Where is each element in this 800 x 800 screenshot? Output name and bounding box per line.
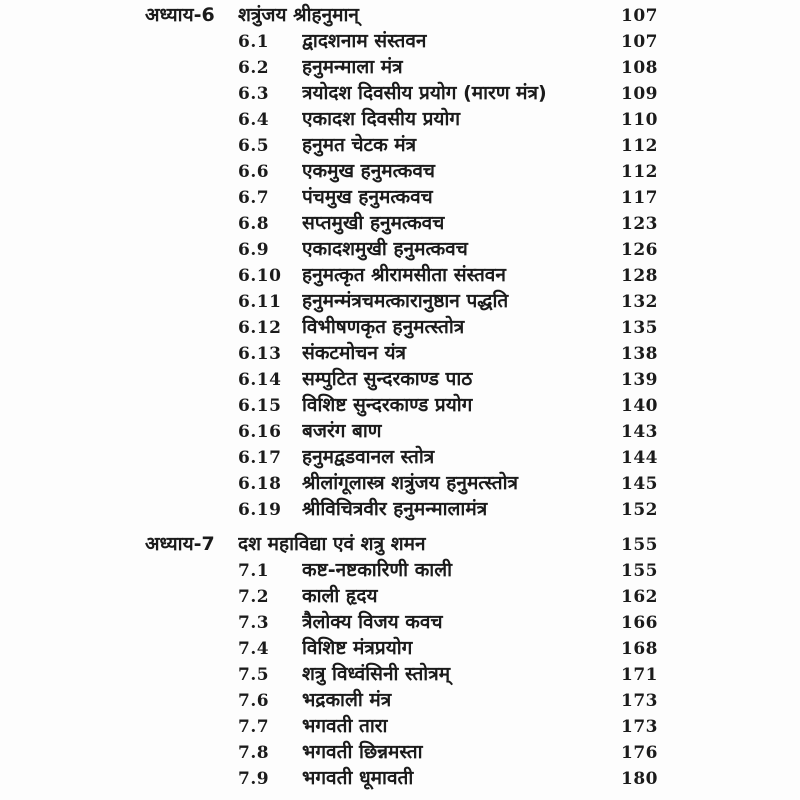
section-number: 6.1 [238,32,270,52]
toc-section-row [145,314,658,340]
page-number: 168 [621,639,658,659]
toc-section-row [145,106,658,132]
toc-section-row [145,288,658,314]
page-number: 112 [621,162,658,182]
chapter-label: अध्याय-7 [145,533,215,555]
toc-section-row [145,158,658,184]
section-number: 6.17 [238,448,282,468]
section-number: 6.15 [238,396,282,416]
section-number: 6.13 [238,344,282,364]
section-number: 7.8 [238,743,270,763]
toc-chapter-row [145,2,658,28]
toc-section-row [145,28,658,54]
section-number: 6.10 [238,266,282,286]
section-title: श्रीविचित्रवीर हनुमन्मालामंत्र [302,498,488,520]
section-title: त्रैलोक्य विजय कवच [302,611,443,633]
page-number: 108 [621,58,658,78]
page-number: 144 [621,448,658,468]
section-number: 6.9 [238,240,270,260]
section-title: हनुमन्मंत्रचमत्कारानुष्ठान पद्धति [302,290,509,312]
section-number: 7.3 [238,613,270,633]
section-title: पंचमुख हनुमत्कवच [302,186,433,208]
section-number: 6.3 [238,84,270,104]
section-number: 6.19 [238,500,282,520]
toc-section-row [145,661,658,687]
page-number: 180 [621,769,658,789]
page-number: 155 [621,561,658,581]
toc-section-row [145,210,658,236]
section-title: सम्पुटित सुन्दरकाण्ड पाठ [302,368,473,390]
chapter-title: दश महाविद्या एवं शत्रु शमन [238,533,426,555]
page-number: 126 [621,240,658,260]
page-number: 176 [621,743,658,763]
page-number: 145 [621,474,658,494]
section-title: हनुमन्माला मंत्र [302,56,403,78]
page-number: 139 [621,370,658,390]
section-title: भगवती छिन्नमस्ता [302,741,423,763]
section-title: सप्तमुखी हनुमत्कवच [302,212,445,234]
section-number: 6.4 [238,110,270,130]
section-title: एकादश दिवसीय प्रयोग [302,108,461,130]
chapter-label: अध्याय-6 [145,4,215,26]
section-number: 6.18 [238,474,282,494]
toc-section-row [145,583,658,609]
page-number: 166 [621,613,658,633]
toc-section-row [145,444,658,470]
section-number: 6.5 [238,136,270,156]
section-number: 6.8 [238,214,270,234]
page-number: 155 [621,535,658,555]
toc-section-row [145,418,658,444]
page-number: 143 [621,422,658,442]
section-number: 6.7 [238,188,270,208]
toc-section-row [145,470,658,496]
section-number: 7.1 [238,561,270,581]
section-title: भगवती तारा [302,715,388,737]
section-title: एकादशमुखी हनुमत्कवच [302,238,468,260]
page-number: 132 [621,292,658,312]
section-title: एकमुख हनुमत्कवच [302,160,435,182]
page-number: 135 [621,318,658,338]
section-title: हनुमत चेटक मंत्र [302,134,417,156]
page-number: 123 [621,214,658,234]
toc-list [145,2,658,791]
page-number: 107 [621,6,658,26]
toc-section-row [145,557,658,583]
page-number: 173 [621,691,658,711]
section-title: बजरंग बाण [302,420,382,442]
section-title: संकटमोचन यंत्र [302,342,407,364]
toc-section-row [145,635,658,661]
section-number: 7.7 [238,717,270,737]
section-number: 7.2 [238,587,270,607]
toc-section-row [145,132,658,158]
toc-section-row [145,765,658,791]
section-title: शत्रु विध्वंसिनी स्तोत्रम् [302,663,451,685]
section-number: 7.6 [238,691,270,711]
toc-chapter-row [145,531,658,557]
section-title: हनुमद्वडवानल स्तोत्र [302,446,435,468]
toc-section-row [145,54,658,80]
page-number: 171 [621,665,658,685]
section-title: श्रीलांगूलास्त्र शत्रुंजय हनुमत्स्तोत्र [302,472,519,494]
toc-section-row [145,262,658,288]
toc-section-row [145,366,658,392]
section-number: 6.16 [238,422,282,442]
section-title: विभीषणकृत हनुमत्स्तोत्र [302,316,465,338]
chapter-title: शत्रुंजय श्रीहनुमान् [238,4,359,26]
section-number: 6.11 [238,292,282,312]
section-title: काली हृदय [302,585,378,607]
toc-section-row [145,713,658,739]
section-title: द्वादशनाम संस्तवन [302,30,427,52]
page-number: 128 [621,266,658,286]
page-number: 117 [621,188,658,208]
section-title: भगवती धूमावती [302,767,414,789]
toc-section-row [145,739,658,765]
section-title: हनुमत्कृत श्रीरामसीता संस्तवन [302,264,506,286]
section-title: कष्ट-नष्टकारिणी काली [302,559,453,581]
toc-section-row [145,687,658,713]
section-number: 6.6 [238,162,270,182]
page-number: 110 [621,110,658,130]
page-number: 152 [621,500,658,520]
section-number: 6.14 [238,370,282,390]
section-number: 6.12 [238,318,282,338]
section-title: विशिष्ट सुन्दरकाण्ड प्रयोग [302,394,473,416]
page-number: 140 [621,396,658,416]
toc-section-row [145,392,658,418]
section-number: 6.2 [238,58,270,78]
toc-section-row [145,340,658,366]
toc-section-row [145,184,658,210]
section-title: भद्रकाली मंत्र [302,689,392,711]
toc-section-row [145,236,658,262]
page-number: 162 [621,587,658,607]
page-number: 109 [621,84,658,104]
section-title: विशिष्ट मंत्रप्रयोग [302,637,413,659]
section-number: 7.5 [238,665,270,685]
page-number: 112 [621,136,658,156]
toc-section-row [145,609,658,635]
toc-section-row [145,496,658,522]
page-number: 138 [621,344,658,364]
toc-section-row [145,80,658,106]
section-title: त्रयोदश दिवसीय प्रयोग (मारण मंत्र) [302,82,547,104]
section-number: 7.9 [238,769,270,789]
section-number: 7.4 [238,639,270,659]
page-number: 107 [621,32,658,52]
page-number: 173 [621,717,658,737]
